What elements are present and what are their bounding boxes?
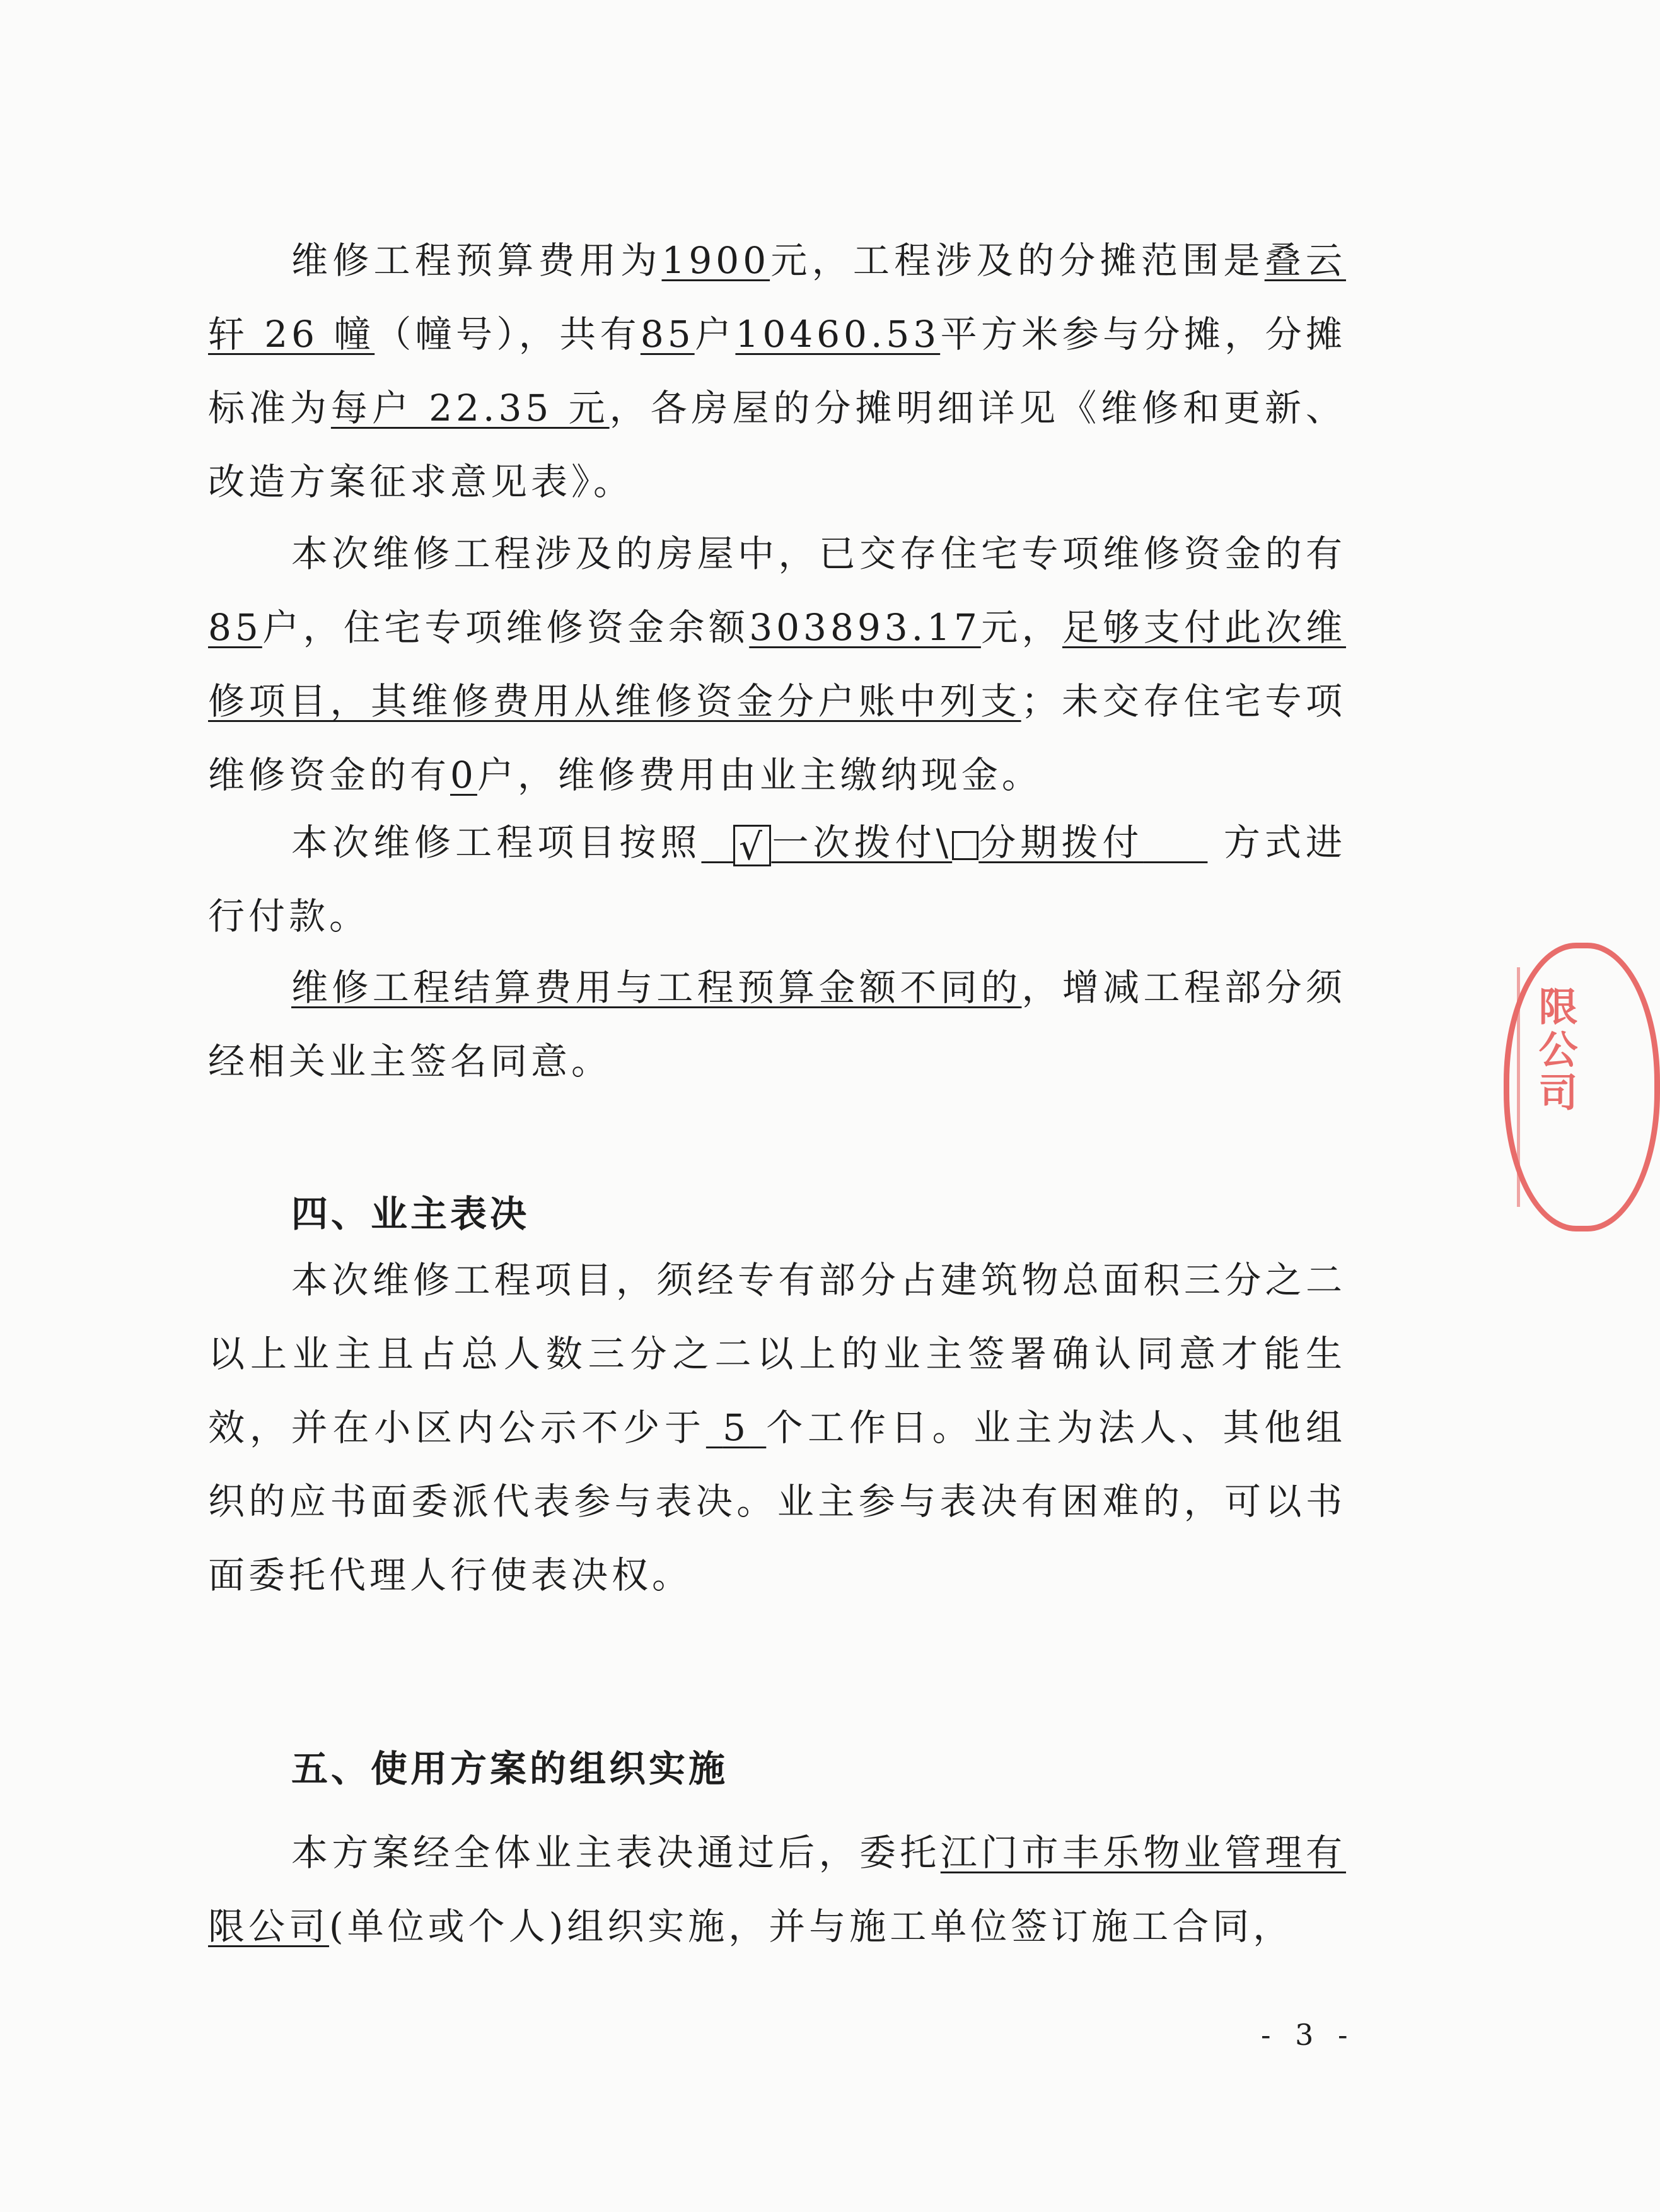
seal-ring (1517, 967, 1520, 1207)
paragraph-vote (208, 1243, 1346, 1612)
text: 户 (694, 313, 736, 356)
household-count: 85 (640, 313, 695, 356)
text: 方式进行付款。 (208, 821, 1346, 938)
paid-household-count: 85 (208, 606, 262, 649)
unpaid-household-count: 0 (450, 754, 477, 796)
text: 平方米参与分摊，分摊标准为 (208, 313, 1346, 429)
text: 维修工程预算费用为 (291, 239, 662, 282)
checked-box-icon: √ (733, 825, 771, 866)
budget-amount: 1900 (661, 239, 770, 282)
area-value: 10460.53 (735, 313, 941, 356)
option-one-time: 一次拨付\ (771, 821, 953, 864)
text: ，增减工程部分须经相关业主签名同意。 (208, 966, 1346, 1083)
text: 户，维修费用由业主缴纳现金。 (477, 754, 1042, 796)
payment-options (701, 821, 1207, 868)
paragraph-settlement (208, 951, 1346, 1098)
text: ，各房屋的分摊明细详见《维修和更新、改造方案征求意见表》。 (208, 387, 1346, 503)
section-heading-owner-vote: 四、业主表决 (291, 1192, 530, 1235)
paragraph-budget (208, 224, 1346, 519)
days-value: 5 (723, 1406, 750, 1449)
settlement-condition: 维修工程结算费用与工程预算金额不同的 (291, 966, 1022, 1009)
company-name: 江门市丰乐物业管理有限公司 (208, 1831, 1346, 1948)
fund-balance: 303893.17 (749, 606, 981, 649)
seal-text: 限公司 (1532, 986, 1578, 1115)
publicity-days (706, 1406, 766, 1449)
paragraph-implementation (208, 1816, 1346, 1964)
sufficiency-statement: 足够支付此次维修项目，其维修费用从维修资金分户账中列支 (208, 606, 1346, 723)
allocation-scope: 叠云轩 26 幢 (208, 239, 1346, 356)
paragraph-payment-method (208, 806, 1346, 953)
text: 本方案经全体业主表决通过后，委托 (291, 1831, 941, 1874)
empty-box-icon (952, 831, 978, 860)
page-number: - 3 - (1261, 2018, 1355, 2052)
text: 户，住宅专项维修资金余额 (262, 606, 750, 649)
text: 本次维修工程项目，须经专有部分占建筑物总面积三分之二以上业主且占总人数三分之二以上的业主签署确认同意才能生效，并在小区内公示不少于 (208, 1259, 1346, 1449)
paragraph-fund (208, 517, 1346, 812)
text: 本次维修工程涉及的房屋中，已交存住宅专项维修资金的有 (291, 532, 1346, 575)
text: 元，工程涉及的分摊范围是 (770, 239, 1265, 282)
section-heading-implementation: 五、使用方案的组织实施 (291, 1747, 729, 1790)
allocation-standard: 每户 22.35 元 (330, 387, 610, 429)
company-seal (1504, 943, 1660, 1231)
text: 本次维修工程项目按照 (291, 821, 702, 864)
text: （幢号），共有 (374, 313, 641, 356)
text: 个工作日。业主为法人、其他组织的应书面委派代表参与表决。业主参与表决有困难的，可以书面委托代理人行使表决权。 (208, 1406, 1346, 1597)
option-installment: 分期拨付 (978, 821, 1144, 864)
text: (单位或个人)组织实施，并与施工单位签订施工合同， (329, 1905, 1294, 1948)
text: ；未交存住宅专项维修资金的有 (208, 680, 1346, 796)
text: 元， (980, 606, 1062, 649)
